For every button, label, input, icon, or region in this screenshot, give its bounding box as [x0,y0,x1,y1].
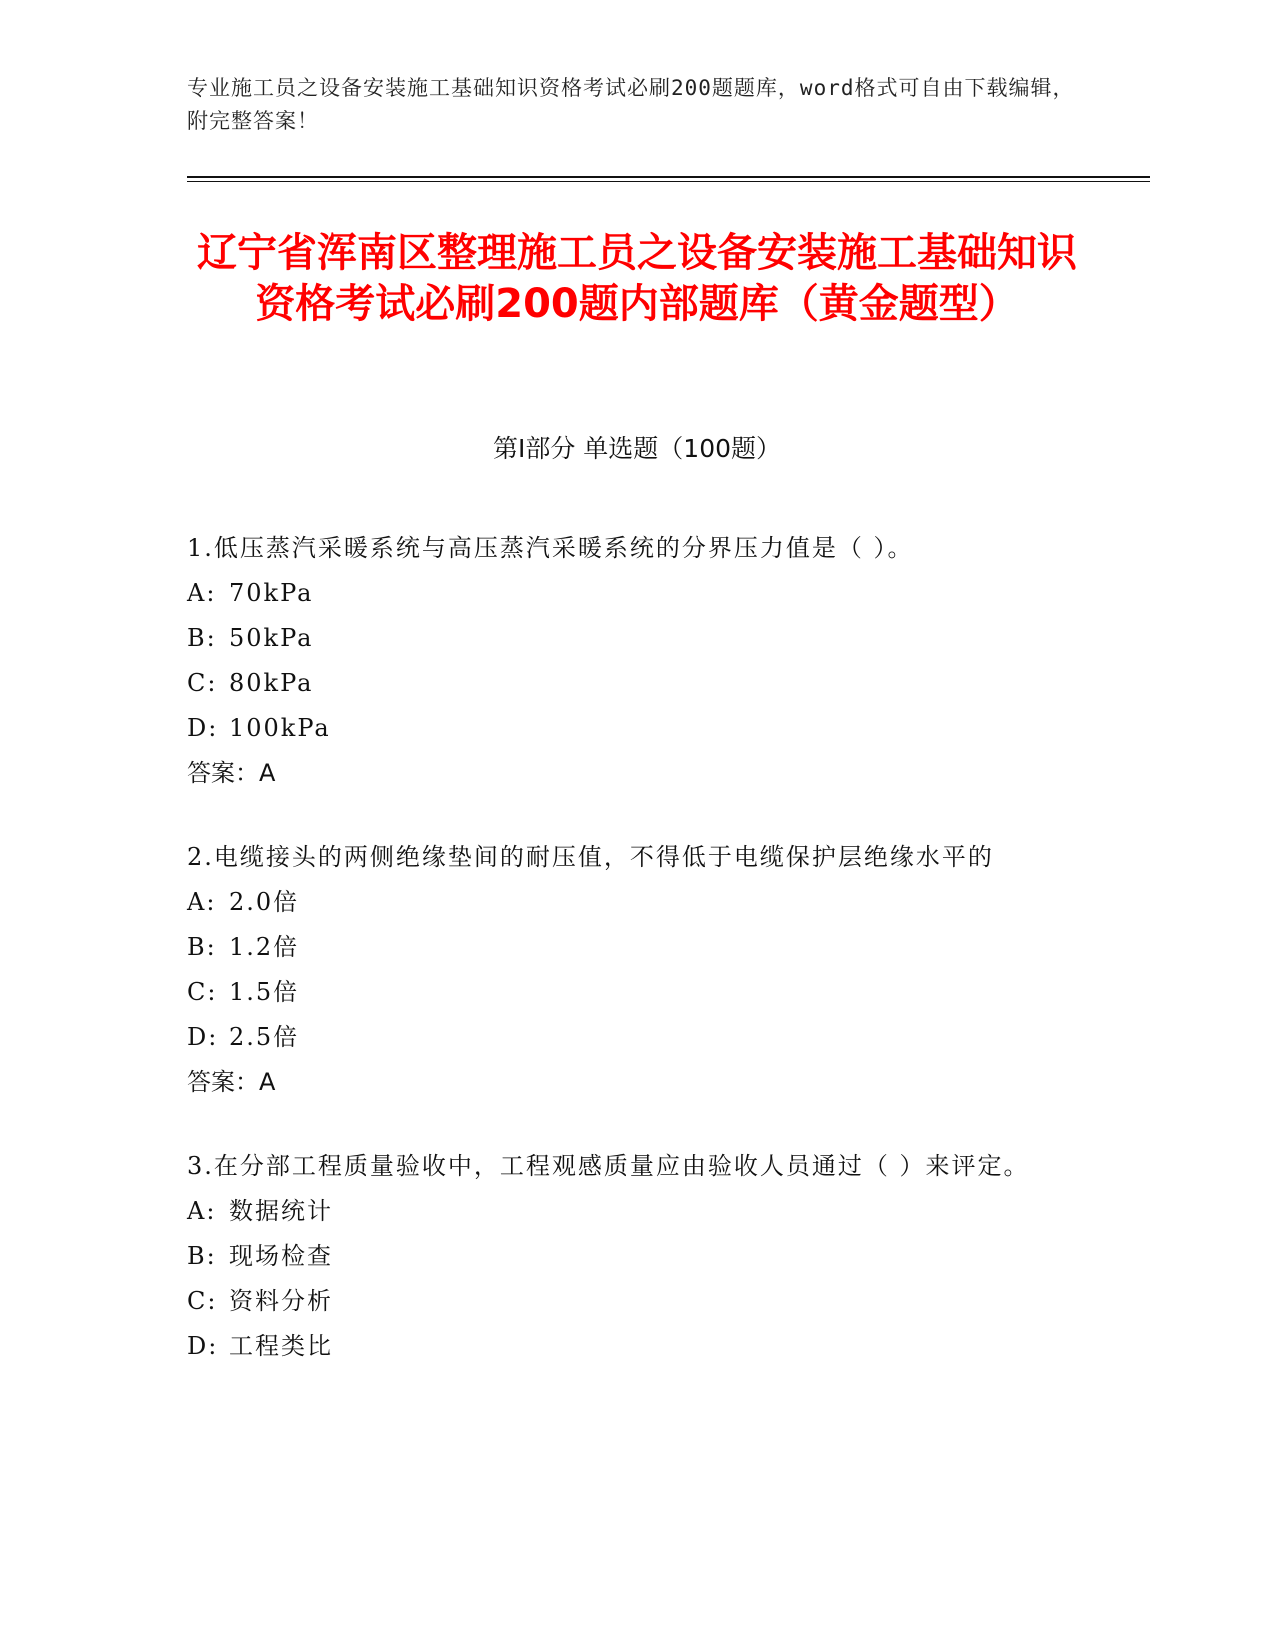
option-label: A: [187,888,217,916]
option-text: 1.5倍 [229,978,300,1006]
document-title: 辽宁省浑南区整理施工员之设备安装施工基础知识资格考试必刷200题内部题库（黄金题型） [197,230,1077,327]
option-text: 1.2倍 [229,933,300,961]
option-b [187,1234,1087,1279]
option-text: 70kPa [229,579,314,607]
option-label: A: [187,579,217,607]
header-rule-thin [187,181,1150,182]
option-label: D: [187,1023,219,1051]
option-text: 现场检查 [229,1242,333,1270]
header-rule-thick [187,176,1150,178]
option-b [187,616,1087,661]
question-1 [187,526,1087,796]
option-text: 2.0倍 [229,888,300,916]
question-text: 3.在分部工程质量验收中，工程观感质量应由验收人员通过（ ）来评定。 [187,1152,1030,1180]
section-heading: 第I部分 单选题（100题） [492,434,782,463]
option-d [187,706,1087,751]
question-list [187,526,1087,1408]
option-label: C: [187,1287,218,1315]
option-text: 工程类比 [229,1332,333,1360]
option-d [187,1324,1087,1369]
answer: 答案：A [187,759,276,787]
question-text: 2.电缆接头的两侧绝缘垫间的耐压值，不得低于电缆保护层绝缘水平的 [187,843,994,871]
question-text: 1.低压蒸汽采暖系统与高压蒸汽采暖系统的分界压力值是（ ）。 [187,534,914,562]
option-a [187,1189,1087,1234]
option-label: B: [187,624,217,652]
option-text: 2.5倍 [229,1023,300,1051]
option-text: 50kPa [229,624,314,652]
option-label: A: [187,1197,217,1225]
option-label: B: [187,933,217,961]
option-text: 80kPa [229,669,314,697]
header-note: 专业施工员之设备安装施工基础知识资格考试必刷200题题库，word格式可自由下载编辑，附完整答案！ [187,76,1075,133]
option-b [187,925,1087,970]
option-label: D: [187,714,219,742]
option-c [187,970,1087,1015]
option-label: C: [187,978,218,1006]
option-d [187,1015,1087,1060]
option-text: 100kPa [229,714,331,742]
option-text: 数据统计 [229,1197,333,1225]
option-label: C: [187,669,218,697]
option-label: D: [187,1332,219,1360]
option-c [187,661,1087,706]
answer: 答案：A [187,1068,276,1096]
option-a [187,880,1087,925]
option-c [187,1279,1087,1324]
option-text: 资料分析 [229,1287,333,1315]
option-label: B: [187,1242,217,1270]
option-a [187,571,1087,616]
question-2 [187,835,1087,1105]
question-3 [187,1144,1087,1369]
